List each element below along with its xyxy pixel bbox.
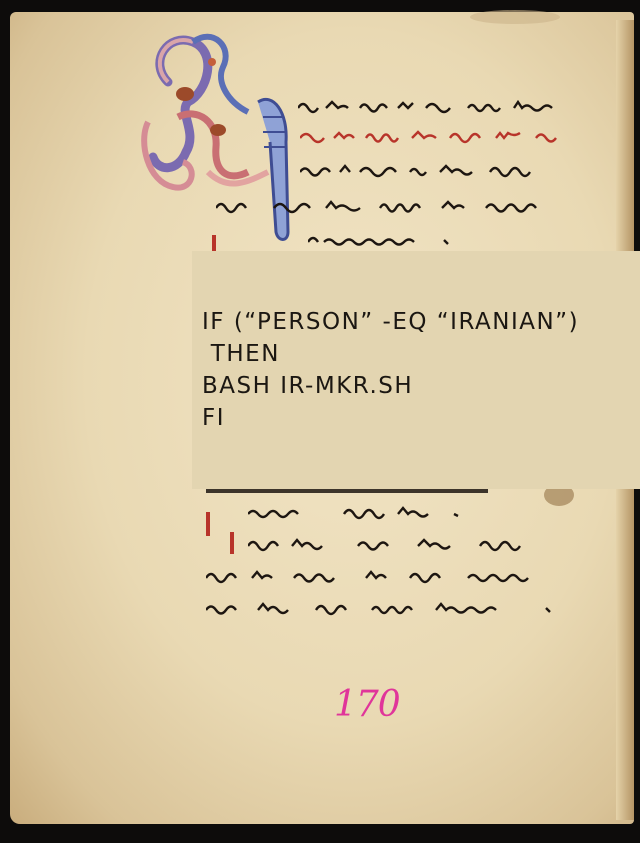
folio-number: 170 (334, 684, 400, 725)
cut-script-line (206, 489, 488, 493)
code-line-2: THEN (202, 341, 280, 367)
rubric-mark-3 (230, 532, 234, 554)
script-line-9 (206, 600, 556, 616)
script-line-3 (300, 162, 552, 178)
code-line-4: FI (202, 405, 226, 431)
code-line-1: IF (“PERSON” -EQ “IRANIAN”) (202, 309, 580, 335)
script-line-2-rubric (300, 128, 562, 144)
overlay-panel (192, 251, 640, 489)
stain-top (470, 10, 560, 24)
script-line-6 (248, 504, 462, 520)
script-line-4 (216, 198, 558, 214)
rubric-mark-1 (212, 235, 216, 251)
script-line-1 (298, 98, 560, 114)
code-line-3: BASH IR-MKR.SH (202, 373, 414, 399)
script-line-8 (206, 568, 556, 584)
rubric-mark-2 (206, 512, 210, 536)
script-line-7 (248, 536, 550, 552)
script-line-5 (308, 232, 452, 248)
